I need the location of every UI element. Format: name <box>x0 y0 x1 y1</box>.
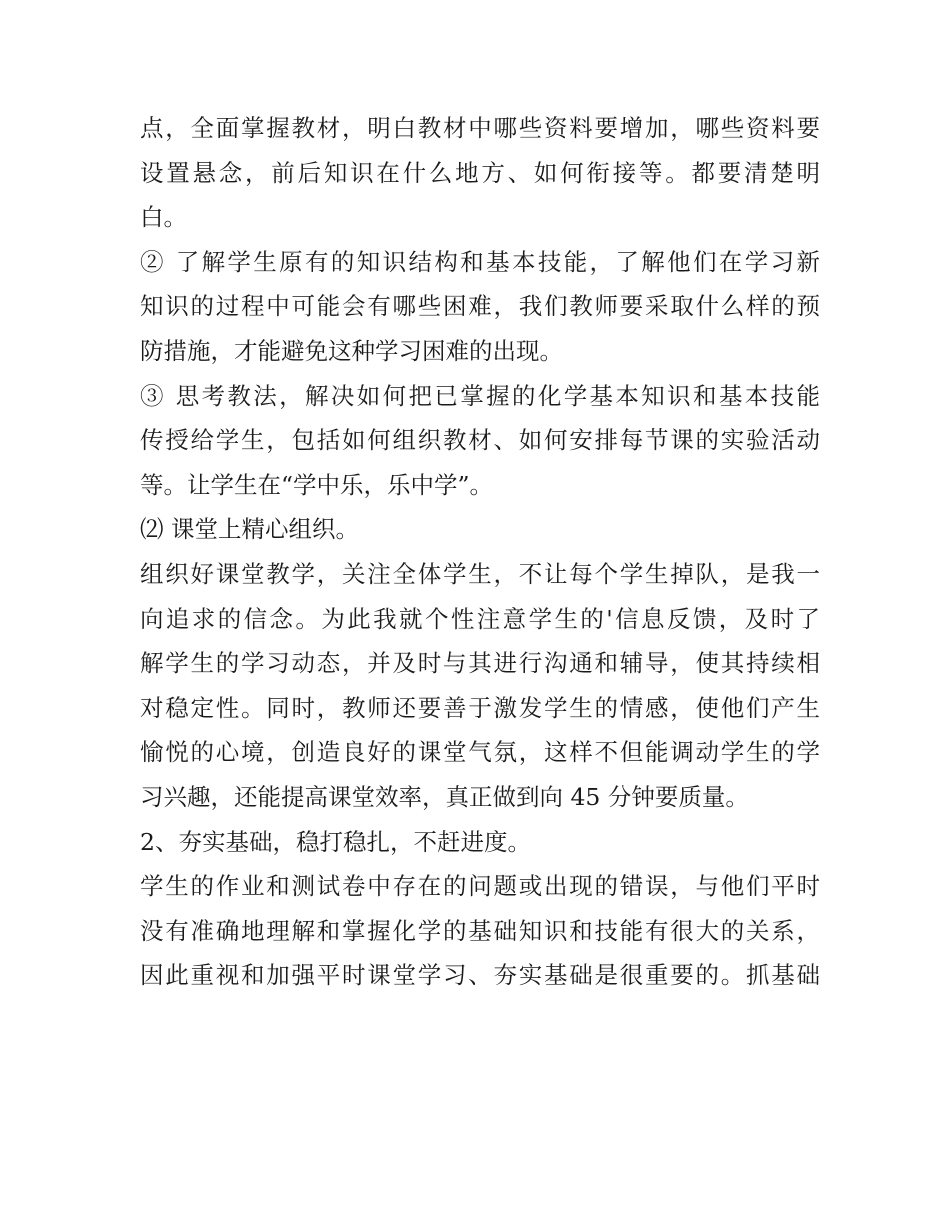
text-line: 向追求的信念。为此我就个性注意学生的'信息反馈，及时了 <box>140 604 820 633</box>
text-line: 传授给学生，包括如何组织教材、如何安排每节课的实验活动 <box>140 426 820 455</box>
text-line: 设置悬念，前后知识在什么地方、如何衔接等。都要清楚明 <box>140 158 820 187</box>
text-line: 习兴趣，还能提高课堂效率，真正做到向 45 分钟要质量。 <box>140 782 749 811</box>
text-line: 等。让学生在“学中乐，乐中学”。 <box>140 470 494 499</box>
text-line: ③ 思考教法，解决如何把已掌握的化学基本知识和基本技能 <box>140 381 820 410</box>
text-line: ② 了解学生原有的知识结构和基本技能，了解他们在学习新 <box>140 247 820 276</box>
text-line: 白。 <box>140 203 187 232</box>
section-heading: 2、夯实基础，稳打稳扎，不赶进度。 <box>140 827 531 856</box>
text-line: 解学生的学习动态，并及时与其进行沟通和辅导，使其持续相 <box>140 649 820 678</box>
text-line: 学生的作业和测试卷中存在的问题或出现的错误，与他们平时 <box>140 872 820 901</box>
text-line: 组织好课堂教学，关注全体学生，不让每个学生掉队，是我一 <box>140 559 820 588</box>
text-line: 没有准确地理解和掌握化学的基础知识和技能有很大的关系， <box>140 916 820 945</box>
section-heading: ⑵ 课堂上精心组织。 <box>140 515 359 544</box>
text-line: 点，全面掌握教材，明白教材中哪些资料要增加，哪些资料要 <box>140 114 820 142</box>
text-line: 防措施，才能避免这种学习困难的出现。 <box>140 336 563 365</box>
text-line: 愉悦的心境，创造良好的课堂气氛，这样不但能调动学生的学 <box>140 738 820 767</box>
text-line: 因此重视和加强平时课堂学习、夯实基础是很重要的。抓基础 <box>140 961 820 990</box>
text-line: 知识的过程中可能会有哪些困难，我们教师要采取什么样的预 <box>140 292 820 321</box>
text-line: 对稳定性。同时，教师还要善于激发学生的情感，使他们产生 <box>140 693 820 722</box>
document-body <box>140 106 820 998</box>
